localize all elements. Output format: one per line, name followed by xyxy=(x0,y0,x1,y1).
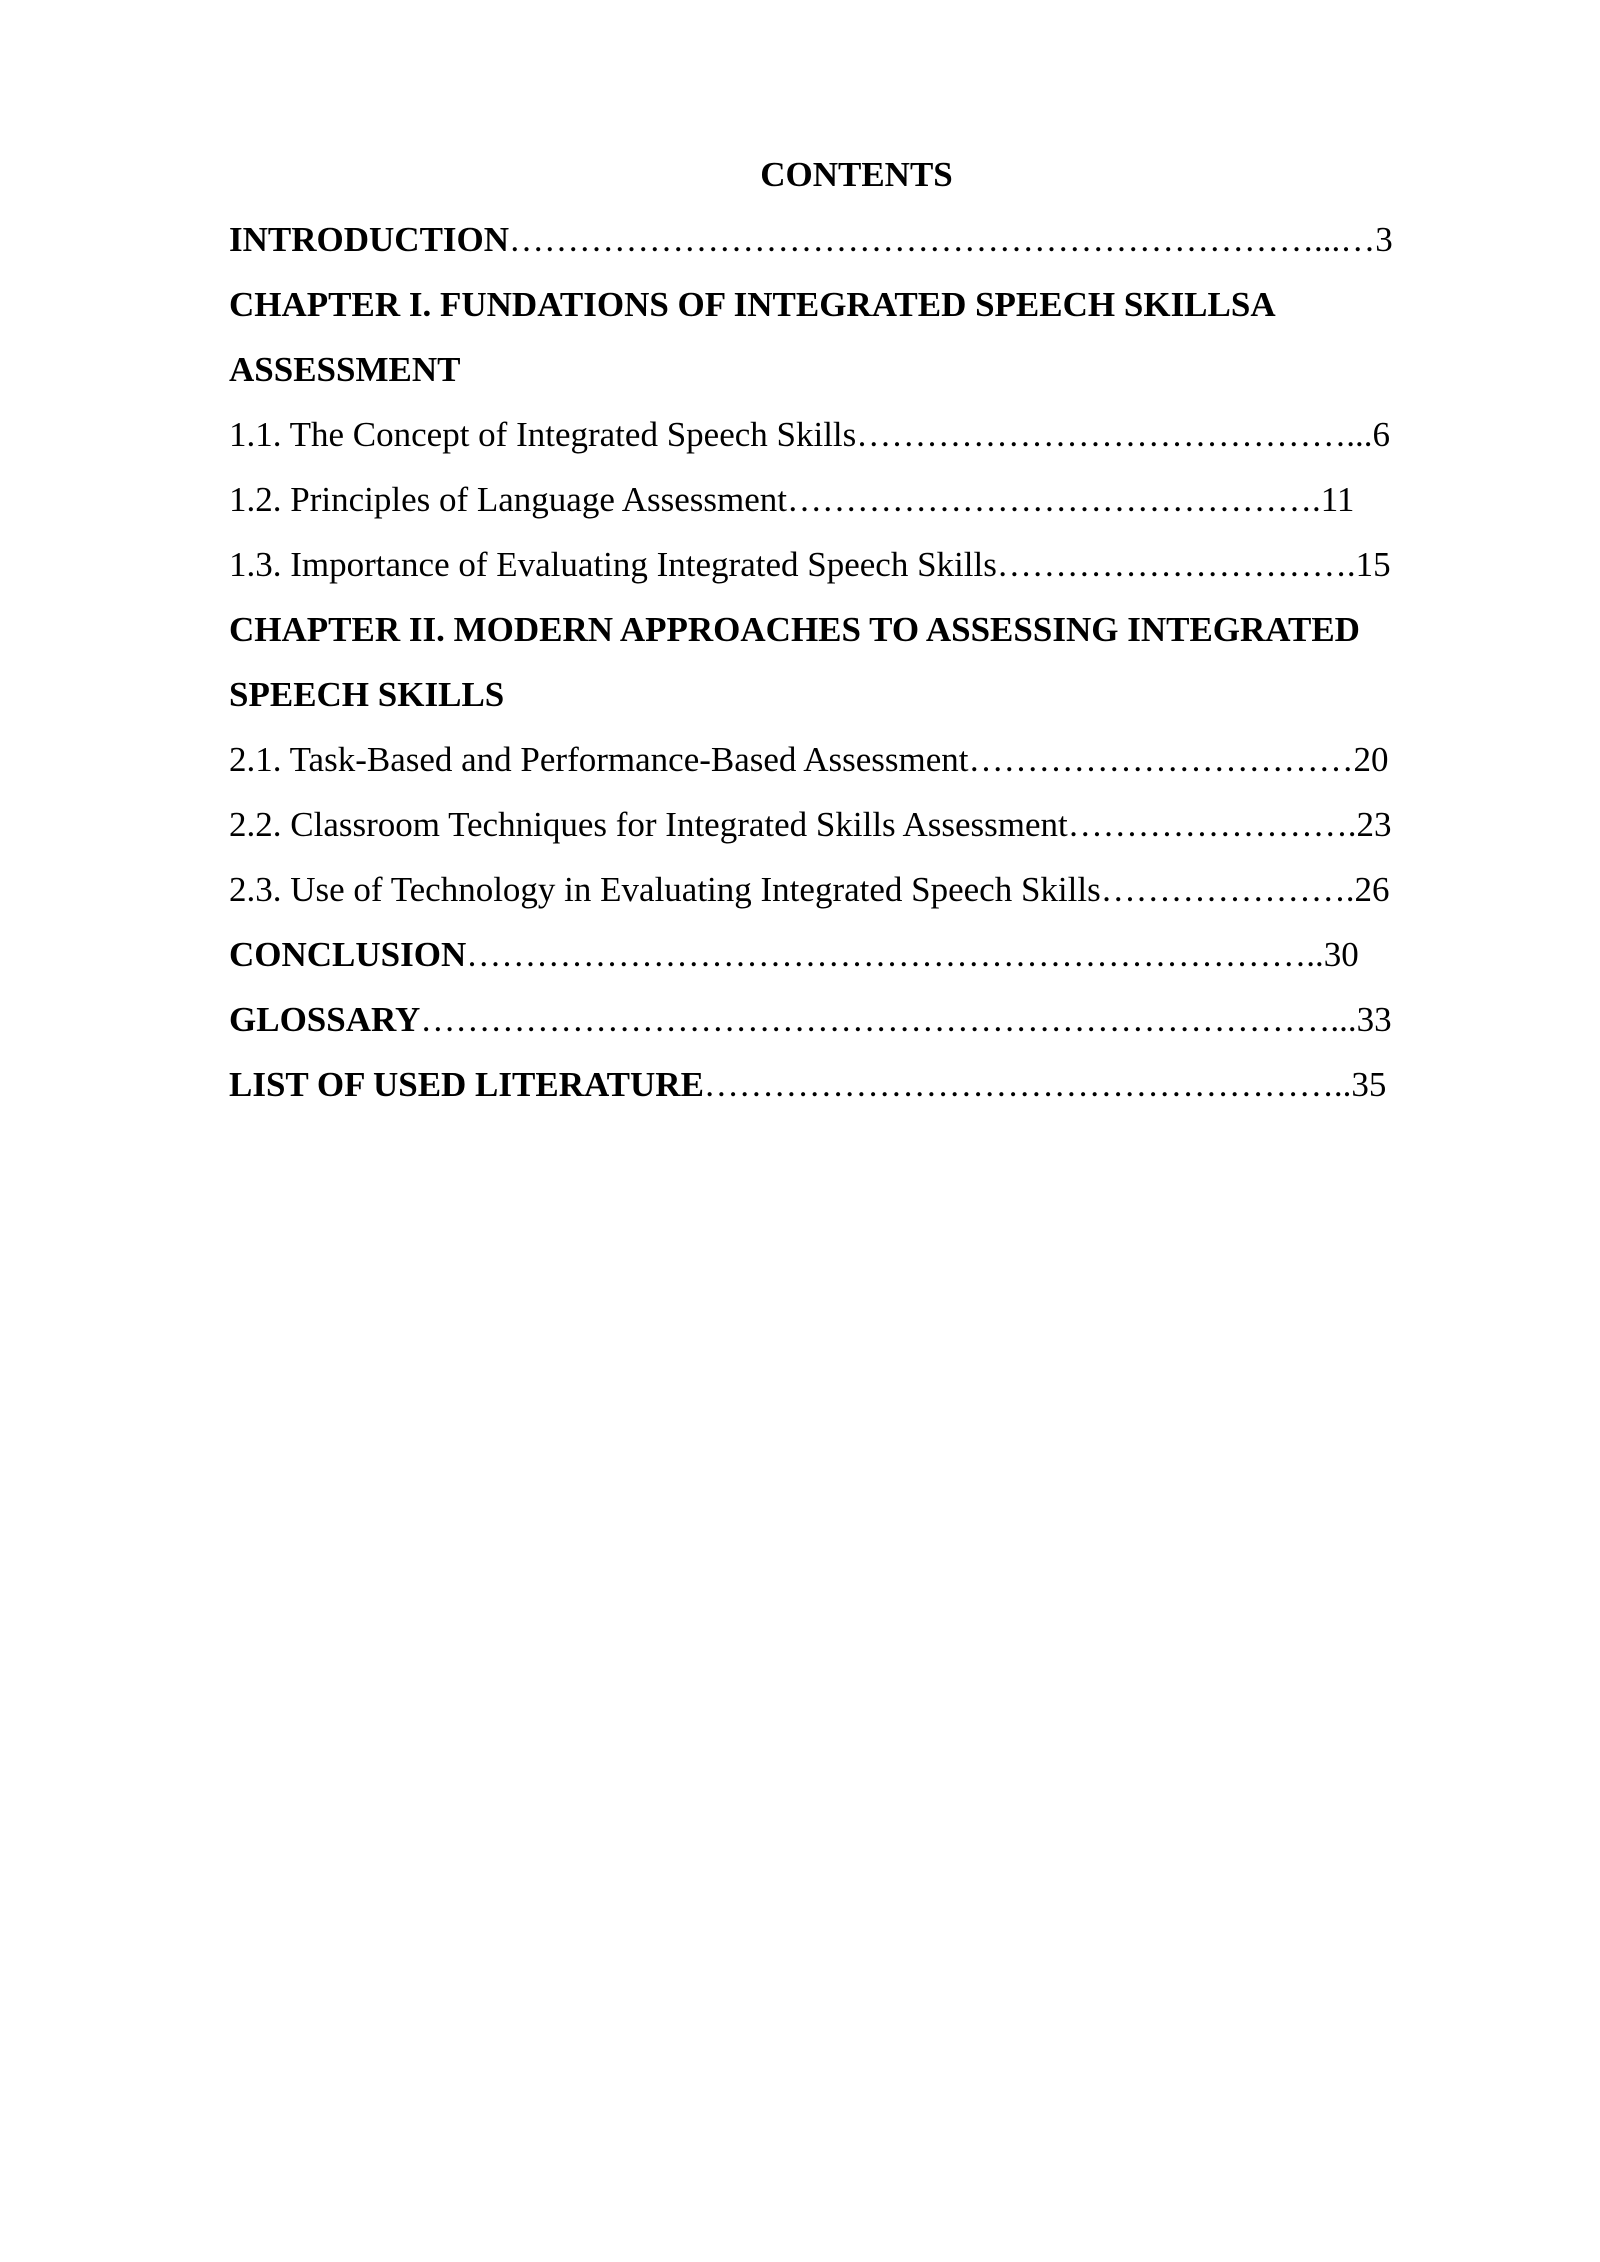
toc-page-number: 26 xyxy=(1354,870,1390,909)
toc-entry-text: 2.1. Task-Based and Performance-Based Assessment xyxy=(229,740,969,779)
toc-entry-1-3 xyxy=(229,532,1484,597)
toc-entry-text: CHAPTER I. FUNDATIONS OF INTEGRATED SPEECH SKILLSA xyxy=(229,285,1276,324)
toc-entry-1-2 xyxy=(229,467,1484,532)
toc-dot-leader: …………………………… xyxy=(968,740,1354,779)
toc-page-number: 23 xyxy=(1356,805,1392,844)
toc-entry-text: ASSESSMENT xyxy=(229,350,461,389)
toc-entry-text: GLOSSARY xyxy=(229,1000,421,1039)
toc-entry-text: INTRODUCTION xyxy=(229,220,510,259)
toc-entry-text: SPEECH SKILLS xyxy=(229,675,505,714)
toc-entry-chapter-2-continued xyxy=(229,662,1484,727)
toc-entry-text: LIST OF USED LITERATURE xyxy=(229,1065,704,1104)
toc-entry-text: 1.3. Importance of Evaluating Integrated Speech Skills xyxy=(229,545,997,584)
toc-entry-glossary xyxy=(229,987,1484,1052)
toc-page-number: 30 xyxy=(1323,935,1359,974)
toc-entry-text: CONCLUSION xyxy=(229,935,467,974)
toc-dot-leader: ………………………………………. xyxy=(786,480,1321,519)
toc-page-number: 11 xyxy=(1320,480,1355,519)
toc-dot-leader: …………………………. xyxy=(996,545,1356,584)
toc-dot-leader: ……………………………………………………………………... xyxy=(420,1000,1357,1039)
toc-entry-text: 1.2. Principles of Language Assessment xyxy=(229,480,787,519)
toc-entry-chapter-1 xyxy=(229,272,1484,337)
toc-entry-conclusion xyxy=(229,922,1484,987)
toc-entry-2-2 xyxy=(229,792,1484,857)
toc-entry-text: 2.3. Use of Technology in Evaluating Integrated Speech Skills xyxy=(229,870,1101,909)
toc-entry-literature xyxy=(229,1052,1484,1117)
toc-dot-leader: ……………………………………………………………...… xyxy=(509,220,1376,259)
toc-dot-leader: …………………. xyxy=(1100,870,1355,909)
toc-page-number: 20 xyxy=(1353,740,1389,779)
toc-entry-introduction xyxy=(229,207,1484,272)
contents-title: CONTENTS xyxy=(760,155,953,194)
toc-dot-leader: ……………………………………………….. xyxy=(703,1065,1352,1104)
toc-dot-leader: ……………………………………………………………….. xyxy=(466,935,1324,974)
toc-entry-text: CHAPTER II. MODERN APPROACHES TO ASSESSING INTEGRATED xyxy=(229,610,1360,649)
toc-dot-leader: ……………………. xyxy=(1067,805,1357,844)
toc-entry-text: 1.1. The Concept of Integrated Speech Skills xyxy=(229,415,857,454)
toc-entry-1-1 xyxy=(229,402,1484,467)
toc-page-number: 33 xyxy=(1356,1000,1392,1039)
toc-entry-2-1 xyxy=(229,727,1484,792)
toc-entry-chapter-2 xyxy=(229,597,1484,662)
toc-page-number: 15 xyxy=(1355,545,1391,584)
toc-entry-2-3 xyxy=(229,857,1484,922)
toc-entry-chapter-1-continued xyxy=(229,337,1484,402)
toc-dot-leader: ……………………………………... xyxy=(856,415,1373,454)
toc-page-number: 35 xyxy=(1351,1065,1387,1104)
toc-page-number: 6 xyxy=(1372,415,1391,454)
table-of-contents xyxy=(229,142,1484,1117)
toc-entry-text: 2.2. Classroom Techniques for Integrated Skills Assessment xyxy=(229,805,1068,844)
toc-page-number: 3 xyxy=(1375,220,1393,259)
